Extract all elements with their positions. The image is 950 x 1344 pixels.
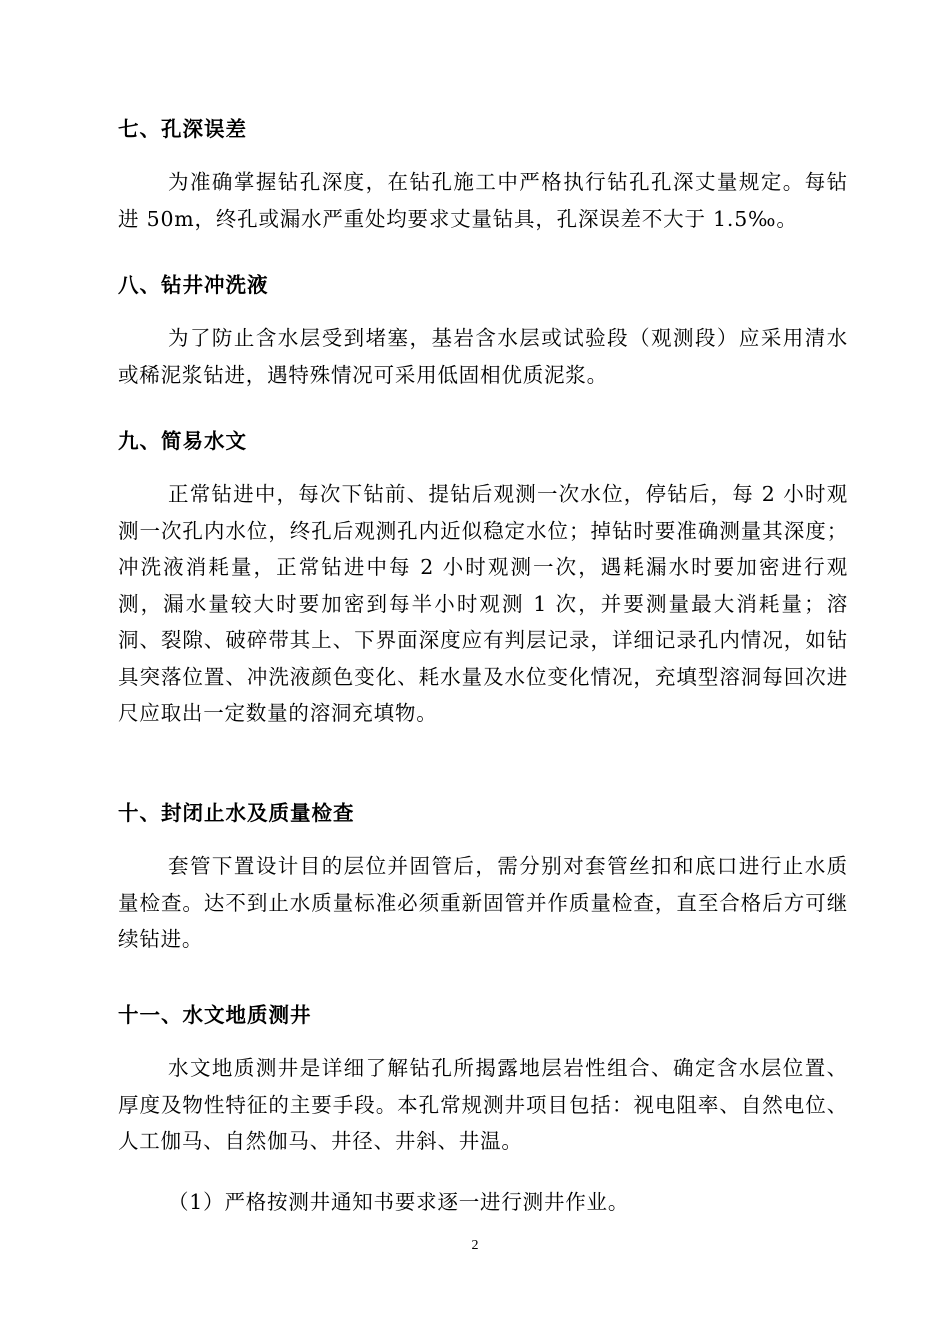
section-paragraph-11: 水文地质测井是详细了解钻孔所揭露地层岩性组合、确定含水层位置、厚度及物性特征的主要手段。本孔常规测井项目包括：视电阻率、自然电位、人工伽马、自然伽马、井径、井斜、井温。 (118, 1056, 848, 1153)
section-heading-8: 八、钻井冲洗液 (118, 273, 269, 297)
section-paragraph-7: 为准确掌握钻孔深度，在钻孔施工中严格执行钻孔孔深丈量规定。每钻进 50m，终孔或漏水严重处均要求丈量钻具，孔深误差不大于 1.5‰。 (118, 170, 848, 231)
section-paragraph-8: 为了防止含水层受到堵塞，基岩含水层或试验段（观测段）应采用清水或稀泥浆钻进，遇特殊情况可采用低固相优质泥浆。 (118, 326, 848, 387)
section-heading-11: 十一、水文地质测井 (118, 1003, 312, 1027)
section-heading-7: 七、孔深误差 (118, 117, 247, 141)
page-number: 2 (471, 1238, 479, 1253)
section-heading-10: 十、封闭止水及质量检查 (118, 801, 355, 825)
section-paragraph-10: 套管下置设计目的层位并固管后，需分别对套管丝扣和底口进行止水质量检查。达不到止水质量标准必须重新固管并作质量检查，直至合格后方可继续钻进。 (118, 854, 848, 951)
section-heading-9: 九、简易水文 (118, 429, 247, 453)
section-paragraph-9: 正常钻进中，每次下钻前、提钻后观测一次水位，停钻后，每 2 小时观测一次孔内水位，终孔后观测孔内近似稳定水位；掉钻时要准确测量其深度；冲洗液消耗量，正常钻进中每 2 小时观测一次，遇耗漏水时要加密进行观测，漏水量较大时要加密到每半小时观测 1 次，并要测量最大消耗量；溶洞、裂隙、破碎带其上、下界面深度应有判层记录，详细记录孔内情况，如钻具突落位置、冲洗液颜色变化、耗水量及水位变化情况，充填型溶洞每回次进尺应取出一定数量的溶洞充填物。 (118, 482, 848, 725)
list-item: （1）严格按测井通知书要求逐一进行测井作业。 (168, 1190, 630, 1214)
